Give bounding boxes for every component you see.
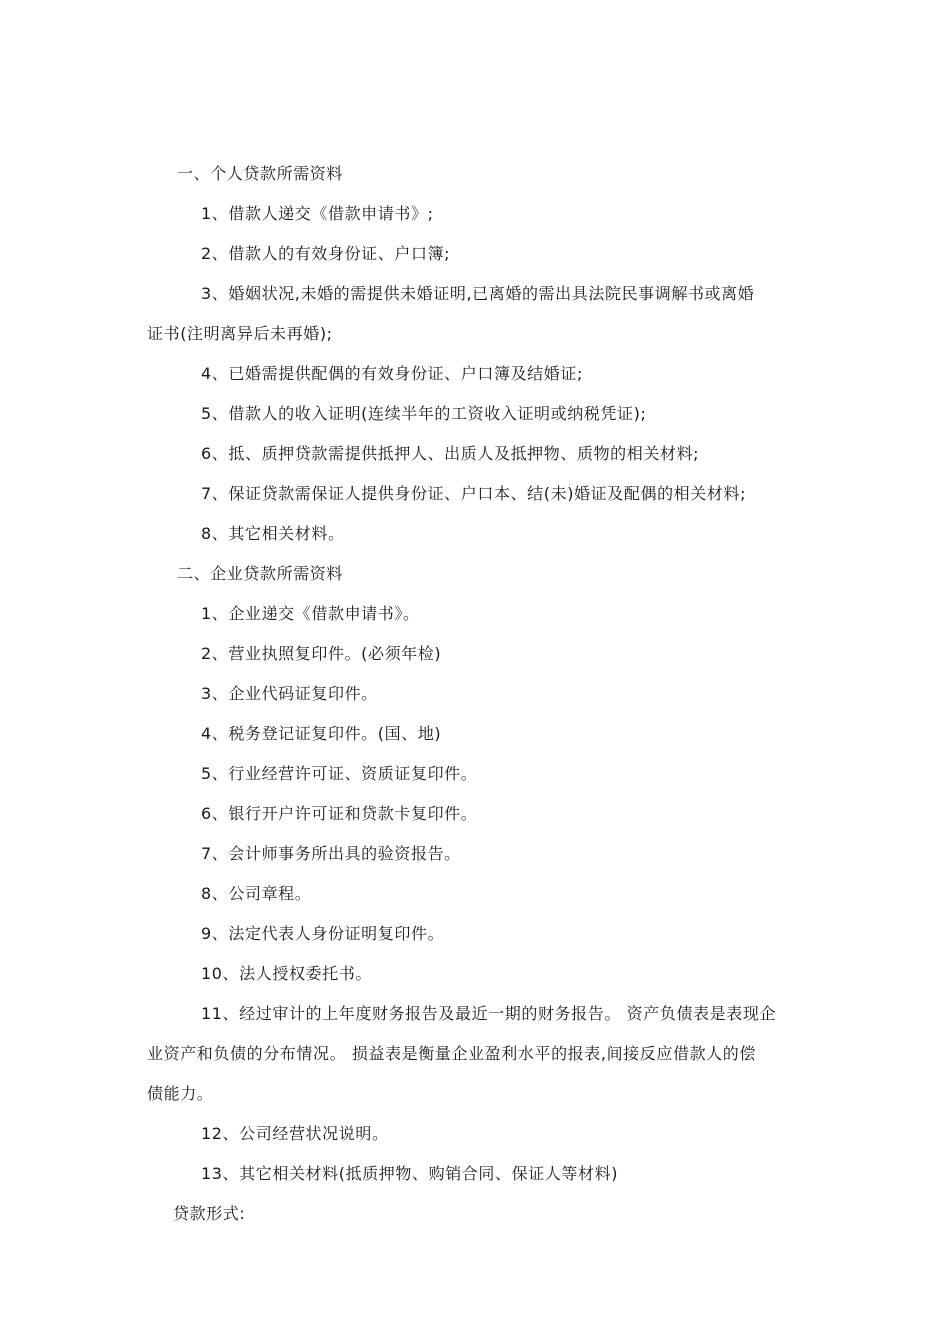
section2-item-5: 5、行业经营许可证、资质证复印件。	[201, 764, 478, 783]
section1-item-8: 8、其它相关材料。	[201, 524, 345, 543]
section1-item-4: 4、已婚需提供配偶的有效身份证、户口簿及结婚证;	[201, 364, 583, 383]
section1-item-1: 1、借款人递交《借款申请书》;	[201, 204, 434, 223]
section2-item-1: 1、企业递交《借款申请书》。	[201, 604, 420, 623]
section2-item-3: 3、企业代码证复印件。	[201, 684, 378, 703]
section2-item-13: 13、其它相关材料(抵质押物、购销合同、保证人等材料)	[201, 1164, 619, 1183]
section2-item-11: 11、经过审计的上年度财务报告及最近一期的财务报告。 资产负债表是表现企	[201, 1004, 777, 1023]
section2-item-8: 8、公司章程。	[201, 884, 312, 903]
section2-item-4: 4、税务登记证复印件。(国、地)	[201, 724, 442, 743]
section1-item-5: 5、借款人的收入证明(连续半年的工资收入证明或纳税凭证);	[201, 404, 647, 423]
section2-item-7: 7、会计师事务所出具的验资报告。	[201, 844, 461, 863]
loan-form-heading: 贷款形式:	[173, 1204, 246, 1223]
section2-item-11-continued: 业资产和负债的分布情况。 损益表是衡量企业盈利水平的报表,间接反应借款人的偿	[147, 1044, 756, 1063]
section2-item-10: 10、法人授权委托书。	[201, 964, 372, 983]
section2-item-12: 12、公司经营状况说明。	[201, 1124, 389, 1143]
section2-item-11-continued-2: 债能力。	[147, 1084, 214, 1103]
section1-item-3: 3、婚姻状况,未婚的需提供未婚证明,已离婚的需出具法院民事调解书或离婚	[201, 284, 755, 303]
section1-item-7: 7、保证贷款需保证人提供身份证、户口本、结(未)婚证及配偶的相关材料;	[201, 484, 747, 503]
section2-item-9: 9、法定代表人身份证明复印件。	[201, 924, 445, 943]
section2-item-6: 6、银行开户许可证和贷款卡复印件。	[201, 804, 478, 823]
section2-heading: 二、企业贷款所需资料	[177, 564, 344, 583]
section1-item-6: 6、抵、质押贷款需提供抵押人、出质人及抵押物、质物的相关材料;	[201, 444, 700, 463]
section1-item-3-continued: 证书(注明离异后未再婚);	[147, 324, 333, 343]
section1-item-2: 2、借款人的有效身份证、户口簿;	[201, 244, 451, 263]
section1-heading: 一、个人贷款所需资料	[177, 164, 344, 183]
section2-item-2: 2、营业执照复印件。(必须年检)	[201, 644, 442, 663]
